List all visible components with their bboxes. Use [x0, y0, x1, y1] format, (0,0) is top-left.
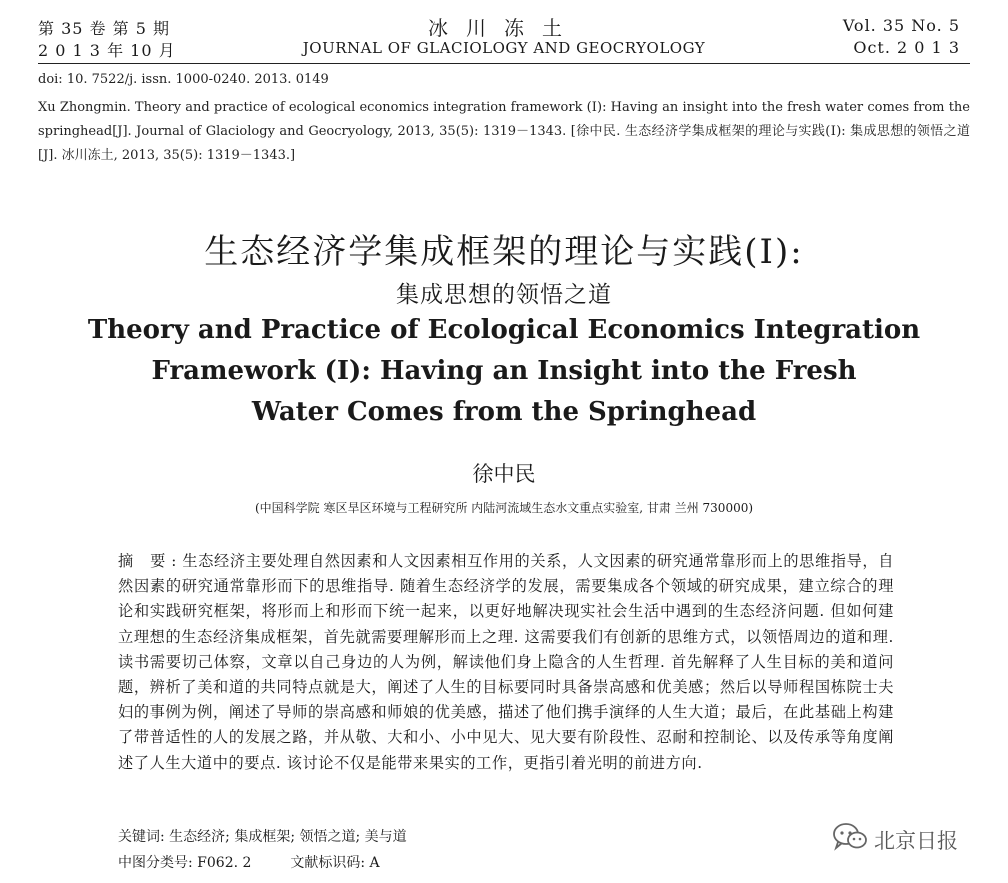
journal-title-en: JOURNAL OF GLACIOLOGY AND GEOCRYOLOGY — [302, 39, 706, 57]
header-rule — [38, 63, 970, 64]
header-date-cn: 2 0 1 3 年 10 月 — [38, 41, 176, 60]
title-cn: 生态经济学集成框架的理论与实践(Ⅰ): — [204, 232, 804, 272]
affiliation: (中国科学院 寒区旱区环境与工程研究所 内陆河流域生态水文重点实验室, 甘肃 兰州 730000) — [254, 501, 754, 515]
header-volume-issue: 第 35 卷 第 5 期 — [38, 19, 170, 38]
watermark-text: 北京日报 — [874, 828, 958, 853]
keywords-text: 生态经济; 集成框架; 领悟之道; 美与道 — [169, 829, 407, 845]
citation: Xu Zhongmin. Theory and practice of ecological economics integration framework (Ⅰ): Having an insight into the fresh water comes from the springhead[J]. Journal of Glaciology and Geocryology, 2013, 35(5): 1319－1343. [徐中民. 生态经济学集成框架的理论与实践(Ⅰ): 集成思想的领悟之道[J]. 冰川冻土, 2013, 35(5): 1319－1343.] — [38, 100, 970, 163]
header-volume-en: Vol. 35 No. 5 — [842, 16, 960, 35]
subtitle-cn: 集成思想的领悟之道 — [396, 282, 612, 308]
abstract-label: 摘 要: — [118, 552, 183, 570]
doc-code-label: 文献标识码: — [290, 855, 366, 871]
wechat-icon — [832, 822, 868, 857]
header-date-en: Oct. 2 0 1 3 — [853, 38, 960, 57]
keywords-label: 关键词: — [118, 829, 165, 845]
title-en-line1: Theory and Practice of Ecological Economics Integration — [87, 315, 921, 345]
clc-value: F062. 2 — [197, 855, 252, 871]
doi: doi: 10. 7522/j. issn. 1000-0240. 2013. 0149 — [38, 72, 329, 87]
classification — [118, 852, 380, 872]
title-en-line3: Water Comes from the Springhead — [251, 397, 757, 427]
title-en-line2: Framework (Ⅰ): Having an Insight into the Fresh — [151, 356, 857, 386]
abstract-text: 生态经济主要处理自然因素和人文因素相互作用的关系，人文因素的研究通常靠形而上的思维指导，自然因素的研究通常靠形而下的思维指导. 随着生态经济学的发展，需要集成各个领域的研究成果，建立综合的理论和实践研究框架，将形而上和形而下统一起来，以更好地解决现实社会生活中遇到的生态经济问题. 但如何建立理想的生态经济集成框架，首先就需要理解形而上之理. 这需要我们有创新的思维方式，以领悟周边的道和理. 读书需要切己体察，文章以自己身边的人为例，解读他们身上隐含的人生哲理. 首先解释了人生目标的美和道问题，辨析了美和道的共同特点就是大，阐述了人生的目标要同时具备崇高感和优美感；然后以导师程国栋院士夫妇的事例为例，阐述了导师的崇高感和师娘的优美感，描述了他们携手演绎的人生大道；最后，在此基础上构建了带普适性的人的发展之路，并从敬、大和小、小中见大、见大要有阶段性、忍耐和控制论、以及传承等角度阐述了人生大道中的要点. 该讨论不仅是能带来果实的工作，更指引着光明的前进方向. — [118, 552, 895, 772]
watermark — [832, 822, 958, 857]
doc-code-value: A — [369, 855, 380, 871]
journal-title-cn: 冰川冻土 — [428, 16, 580, 40]
author: 徐中民 — [472, 462, 536, 486]
abstract — [118, 549, 894, 776]
keywords — [118, 826, 407, 846]
clc-label: 中图分类号: — [118, 855, 193, 871]
